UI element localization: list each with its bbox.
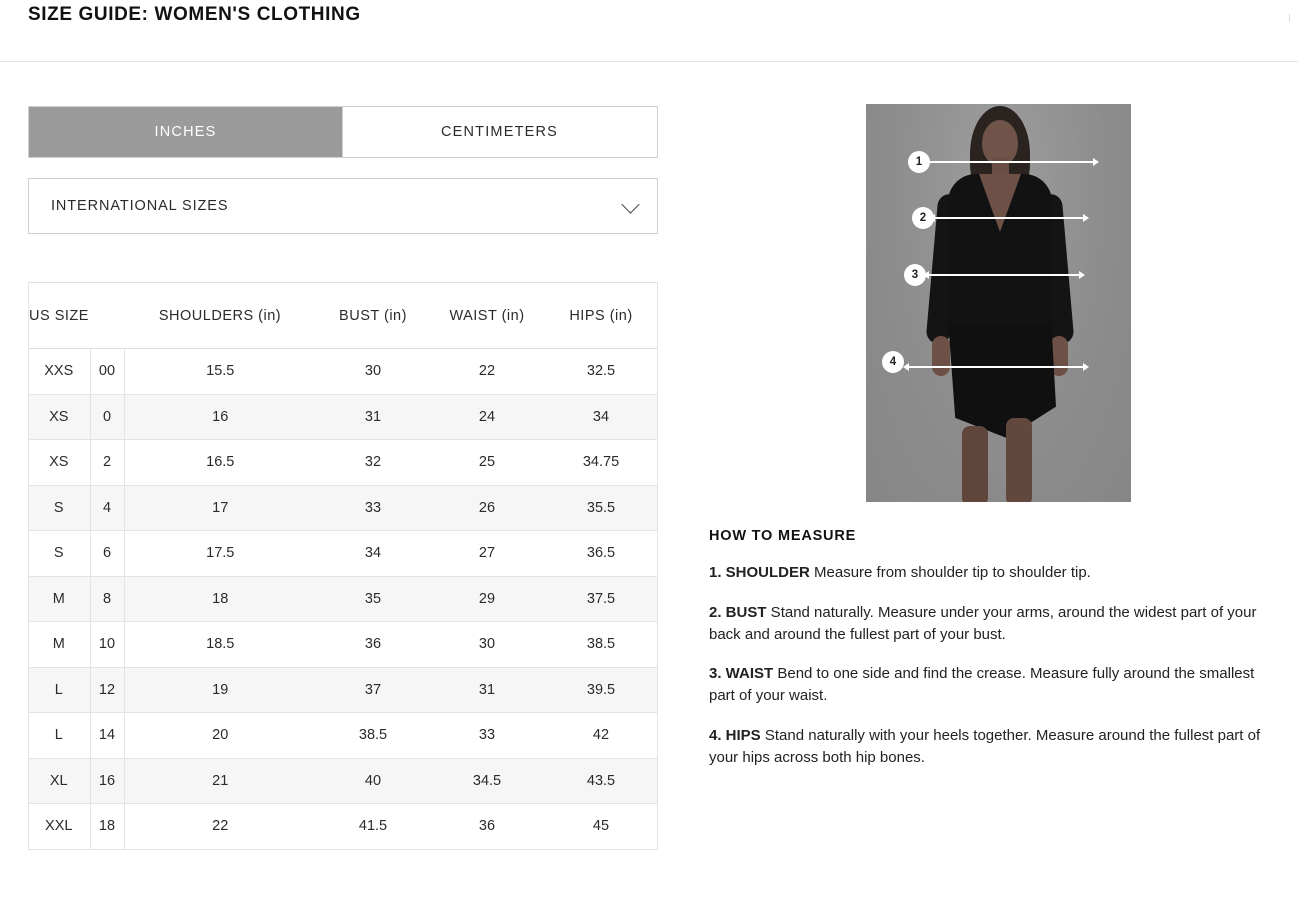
size-table-body — [28, 349, 658, 850]
cell-waist: 31 — [430, 667, 544, 713]
cell-bust: 34 — [316, 531, 430, 577]
cell-intl-size: 0 — [90, 394, 124, 440]
cell-bust: 33 — [316, 485, 430, 531]
cell-us-size: S — [28, 485, 90, 531]
bust-measure-line — [934, 217, 1084, 219]
cell-hips: 43.5 — [544, 758, 658, 804]
callout-badge-2: 2 — [912, 207, 934, 229]
cell-intl-size: 8 — [90, 576, 124, 622]
cell-bust: 30 — [316, 349, 430, 395]
cell-us-size: XS — [28, 440, 90, 486]
cell-shoulders: 21 — [124, 758, 316, 804]
header-us-size: US SIZE — [28, 283, 90, 349]
cell-hips: 35.5 — [544, 485, 658, 531]
cell-intl-size: 12 — [90, 667, 124, 713]
cell-us-size: L — [28, 667, 90, 713]
table-row — [28, 576, 658, 622]
shoulder-measure-line — [928, 161, 1094, 163]
how-to-measure-title: HOW TO MEASURE — [709, 528, 857, 544]
cell-shoulders: 20 — [124, 713, 316, 759]
cell-shoulders: 16 — [124, 394, 316, 440]
cell-hips: 34.75 — [544, 440, 658, 486]
cell-intl-size: 4 — [90, 485, 124, 531]
unit-toggle — [28, 106, 658, 158]
cell-intl-size: 6 — [90, 531, 124, 577]
cell-us-size: M — [28, 622, 90, 668]
cell-hips: 39.5 — [544, 667, 658, 713]
chevron-down-icon — [621, 195, 639, 213]
cell-us-size: S — [28, 531, 90, 577]
cell-hips: 36.5 — [544, 531, 658, 577]
callout-badge-1: 1 — [908, 151, 930, 173]
cell-intl-size: 00 — [90, 349, 124, 395]
model-left-hand — [932, 336, 950, 376]
cell-intl-size: 2 — [90, 440, 124, 486]
page-header — [0, 0, 1298, 62]
cell-us-size: XXL — [28, 804, 90, 850]
corner-tick-decoration — [1289, 14, 1290, 22]
table-header-row — [28, 283, 658, 349]
waist-measure-line — [928, 274, 1080, 276]
cell-shoulders: 15.5 — [124, 349, 316, 395]
cell-shoulders: 19 — [124, 667, 316, 713]
table-row — [28, 758, 658, 804]
cell-hips: 34 — [544, 394, 658, 440]
size-system-value: INTERNATIONAL SIZES — [51, 198, 229, 214]
measure-step-bust — [709, 602, 1271, 646]
cell-hips: 45 — [544, 804, 658, 850]
cell-us-size: M — [28, 576, 90, 622]
cell-waist: 22 — [430, 349, 544, 395]
cell-us-size: XXS — [28, 349, 90, 395]
cell-hips: 42 — [544, 713, 658, 759]
table-row — [28, 349, 658, 395]
tab-centimeters[interactable]: CENTIMETERS — [342, 107, 656, 157]
page-title: SIZE GUIDE: WOMEN'S CLOTHING — [28, 4, 361, 25]
size-table-wrapper — [28, 282, 658, 850]
cell-shoulders: 17.5 — [124, 531, 316, 577]
table-row — [28, 804, 658, 850]
measure-step-hips — [709, 725, 1271, 769]
header-hips: HIPS (in) — [544, 283, 658, 349]
cell-bust: 31 — [316, 394, 430, 440]
cell-shoulders: 22 — [124, 804, 316, 850]
measure-step-shoulder-label: 1. SHOULDER — [709, 564, 810, 581]
cell-bust: 40 — [316, 758, 430, 804]
cell-intl-size: 10 — [90, 622, 124, 668]
cell-bust: 41.5 — [316, 804, 430, 850]
model-neckline — [979, 174, 1021, 232]
measure-guide-column — [709, 104, 1271, 768]
measure-step-shoulder-text: Measure from shoulder tip to shoulder tip. — [809, 564, 1091, 581]
size-table — [28, 282, 658, 850]
cell-bust: 37 — [316, 667, 430, 713]
header-intl-size — [90, 283, 124, 349]
cell-waist: 36 — [430, 804, 544, 850]
table-row — [28, 667, 658, 713]
cell-bust: 38.5 — [316, 713, 430, 759]
measure-step-hips-text: Stand naturally with your heels together. Measure around the fullest part of your hips across both hip bones. — [709, 726, 1261, 766]
measure-step-waist-label: 3. WAIST — [709, 665, 774, 683]
table-row — [28, 485, 658, 531]
header-waist: WAIST (in) — [430, 283, 544, 349]
table-row — [28, 713, 658, 759]
cell-shoulders: 16.5 — [124, 440, 316, 486]
table-row — [28, 622, 658, 668]
cell-shoulders: 17 — [124, 485, 316, 531]
cell-waist: 27 — [430, 531, 544, 577]
measure-step-waist-text: Bend to one side and find the crease. Measure fully around the smallest part of your waist. — [709, 665, 1255, 704]
cell-waist: 24 — [430, 394, 544, 440]
cell-us-size: XS — [28, 394, 90, 440]
tab-inches[interactable]: INCHES — [29, 107, 343, 157]
cell-hips: 32.5 — [544, 349, 658, 395]
cell-waist: 33 — [430, 713, 544, 759]
cell-intl-size: 14 — [90, 713, 124, 759]
cell-us-size: XL — [28, 758, 90, 804]
cell-shoulders: 18 — [124, 576, 316, 622]
cell-intl-size: 16 — [90, 758, 124, 804]
cell-us-size: L — [28, 713, 90, 759]
cell-waist: 30 — [430, 622, 544, 668]
hips-measure-line — [908, 366, 1084, 368]
size-chart-column — [28, 106, 658, 850]
model-left-leg — [962, 426, 988, 502]
cell-waist: 34.5 — [430, 758, 544, 804]
model-right-leg — [1006, 418, 1032, 502]
callout-badge-3: 3 — [904, 264, 926, 286]
cell-hips: 37.5 — [544, 576, 658, 622]
header-shoulders: SHOULDERS (in) — [124, 283, 316, 349]
cell-waist: 26 — [430, 485, 544, 531]
table-row — [28, 394, 658, 440]
measure-step-hips-label: 4. HIPS — [709, 726, 761, 744]
measure-step-bust-label: 2. BUST — [709, 603, 767, 621]
table-row — [28, 531, 658, 577]
cell-hips: 38.5 — [544, 622, 658, 668]
table-row — [28, 440, 658, 486]
header-divider — [0, 61, 1298, 62]
cell-bust: 32 — [316, 440, 430, 486]
size-system-select[interactable] — [28, 178, 658, 234]
measure-step-waist — [709, 663, 1271, 707]
callout-badge-4: 4 — [882, 351, 904, 373]
measure-step-shoulder — [709, 562, 1271, 584]
cell-waist: 29 — [430, 576, 544, 622]
cell-waist: 25 — [430, 440, 544, 486]
cell-bust: 35 — [316, 576, 430, 622]
cell-bust: 36 — [316, 622, 430, 668]
model-measurement-image — [866, 104, 1131, 502]
cell-shoulders: 18.5 — [124, 622, 316, 668]
cell-intl-size: 18 — [90, 804, 124, 850]
header-bust: BUST (in) — [316, 283, 430, 349]
measure-step-bust-text: Stand naturally. Measure under your arms, around the widest part of your back and around the fullest part of your bust. — [709, 603, 1257, 643]
